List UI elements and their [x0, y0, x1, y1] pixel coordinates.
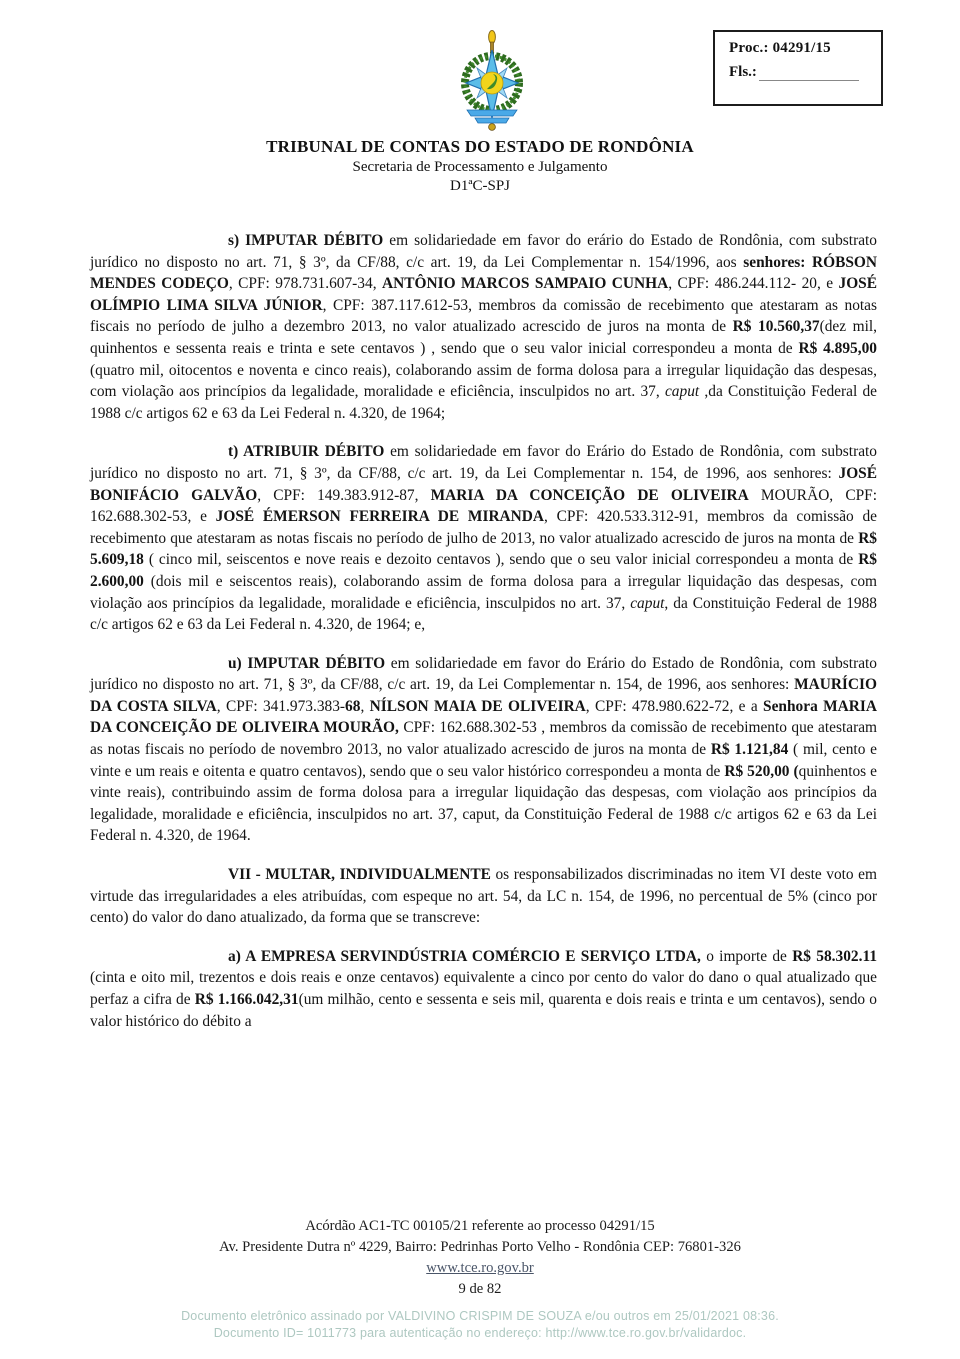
footer-accordao-line: Acórdão AC1-TC 00105/21 referente ao processo 04291/15: [305, 1218, 655, 1234]
document-header: [0, 137, 960, 195]
secretariat-line: Secretaria de Processamento e Julgamento: [352, 159, 608, 175]
paragraph-s-imputar-debito: s) IMPUTAR DÉBITO em solidariedade em favor do erário do Estado de Rondônia, com substrato jurídico no disposto no art. 71, § 3º, da CF/88, c/c art. 19, da Lei Complementar n. 154/1996, aos senhores: RÓBSON MENDES CODEÇO, CPF: 978.731.607-34, ANTÔNIO MARCOS SAMPAIO CUNHA, CPF: 486.244.112- 20, e JOSÉ OLÍMPIO LIMA SILVA JÚNIOR, CPF: 387.117.612-53, membros da comissão de recebimento que atestaram as notas fiscais no período de julho a dezembro 2013, no valor atualizado acrescido de juros na monta de R$ 10.560,37(dez mil, quinhentos e sessenta reais e trinta e sete centavos ) , sendo que o seu valor inicial correspondeu a monta de R$ 4.895,00 (quatro mil, oitocentos e noventa e cinco reais), colaborando assim de forma dolosa para a irregular liquidação das despesas, com violação aos princípios da legalidade, moralidade e eficiência, insculpidos no art. 37, caput ,da Constituição Federal de 1988 c/c artigos 62 e 63 da Lei Federal n. 4.320, de 1964;: [90, 232, 878, 422]
fls-blank-line: [759, 66, 859, 81]
document-footer: [0, 1216, 960, 1300]
paragraph-t-atribuir-debito: t) ATRIBUIR DÉBITO em solidariedade em favor do Erário do Estado de Rondônia, com substrato jurídico no disposto no art. 71, § 3º, da CF/88, c/c art. 19, da Lei Complementar n. 154, de 1996, aos senhores: JOSÉ BONIFÁCIO GALVÃO, CPF: 149.383.912-87, MARIA DA CONCEIÇÃO DE OLIVEIRA MOURÃO, CPF: 162.688.302-53, e JOSÉ ÉMERSON FERREIRA DE MIRANDA, CPF: 420.533.312-91, membros da comissão de recebimento que atestaram as notas fiscais no período de julho de 2013, no valor atualizado acrescido de juros na monta de R$ 5.609,18 ( cinco mil, seiscentos e nove reais e dezoito centavos ), sendo que o seu valor inicial correspondeu a monta de R$ 2.600,00 (dois mil e seiscentos reais), colaborando assim de forma dolosa para a irregular liquidação das despesas, com violação aos princípios da legalidade, moralidade e eficiência, insculpidos no art. 37, caput, da Constituição Federal de 1988 c/c artigos 62 e 63 da Lei Federal n. 4.320, de 1964; e,: [90, 443, 878, 634]
footer-address-line: Av. Presidente Dutra nº 4229, Bairro: Pedrinhas Porto Velho - Rondônia CEP: 76801-326: [219, 1239, 741, 1255]
fls-label: Fls.:: [729, 64, 757, 80]
paragraph-u-imputar-debito: u) IMPUTAR DÉBITO em solidariedade em favor do Erário do Estado de Rondônia, com substrato jurídico no disposto no art. 71, § 3º, da CF/88, c/c art. 19, da Lei Complementar n. 154, de 1996, aos senhores: MAURÍCIO DA COSTA SILVA, CPF: 341.973.383-68, NÍLSON MAIA DE OLIVEIRA, CPF: 478.980.622-72, e a Senhora MARIA DA CONCEIÇÃO DE OLIVEIRA MOURÃO, CPF: 162.688.302-53 , membros da comissão de recebimento que atestaram as notas fiscais no período de novembro 2013, no valor atualizado acrescido de juros na monta de R$ 1.121,84 ( mil, cento e vinte e um reais e oitenta e quatro centavos), sendo que o seu valor histórico correspondeu a monta de R$ 520,00 (quinhentos e vinte reais), contribuindo assim de forma dolosa para a irregular liquidação das despesas, com violação aos princípios da legalidade, moralidade e eficiência, insculpidos no art. 37, caput, da Constituição Federal de 1988 c/c artigos 62 e 63 da Lei Federal n. 4.320, de 1964.: [90, 654, 878, 845]
stamp-line-1: Documento eletrônico assinado por VALDIVINO CRISPIM DE SOUZA e/ou outros em 25/01/2021 08:36.: [181, 1309, 779, 1323]
paragraph-a-empresa-servindustria: a) A EMPRESA SERVINDÚSTRIA COMÉRCIO E SERVIÇO LTDA, o importe de R$ 58.302.11 (cinta e oito mil, trezentos e dois reais e onze centavos) equivalente a cinco por cento do valor do dano o qual atualizado que perfaz a cifra de R$ 1.166.042,31(um milhão, cento e sessenta e seis mil, quarenta e dois reais e trinta e um centavos), sendo o valor histórico do débito a: [90, 947, 878, 1030]
paragraph-vii-multar: VII - MULTAR, INDIVIDUALMENTE os responsabilizados discriminadas no item VI deste voto em virtude das irregularidades a eles atribuídas, com espeque no art. 54, da LC n. 154, de 1996, no percentual de 5% (cinco por cento) do valor do dano atualizado, da forma que se transcreve:: [90, 866, 877, 927]
electronic-signature-stamp: [0, 1308, 960, 1342]
footer-page-number: 9 de 82: [458, 1281, 502, 1297]
process-number: Proc.: 04291/15: [729, 40, 831, 56]
stamp-line-2: Documento ID= 1011773 para autenticação no endereço: http://www.tce.ro.gov.br/validardoc.: [213, 1326, 747, 1340]
fls-row: [729, 64, 881, 81]
footer-website-link[interactable]: www.tce.ro.gov.br: [426, 1260, 534, 1276]
process-number-box: [713, 30, 883, 106]
division-line: D1ªC-SPJ: [450, 178, 510, 194]
rondonia-coat-of-arms-icon: [449, 30, 535, 132]
document-body: [90, 230, 877, 1032]
org-title: TRIBUNAL DE CONTAS DO ESTADO DE RONDÔNIA: [266, 137, 694, 156]
